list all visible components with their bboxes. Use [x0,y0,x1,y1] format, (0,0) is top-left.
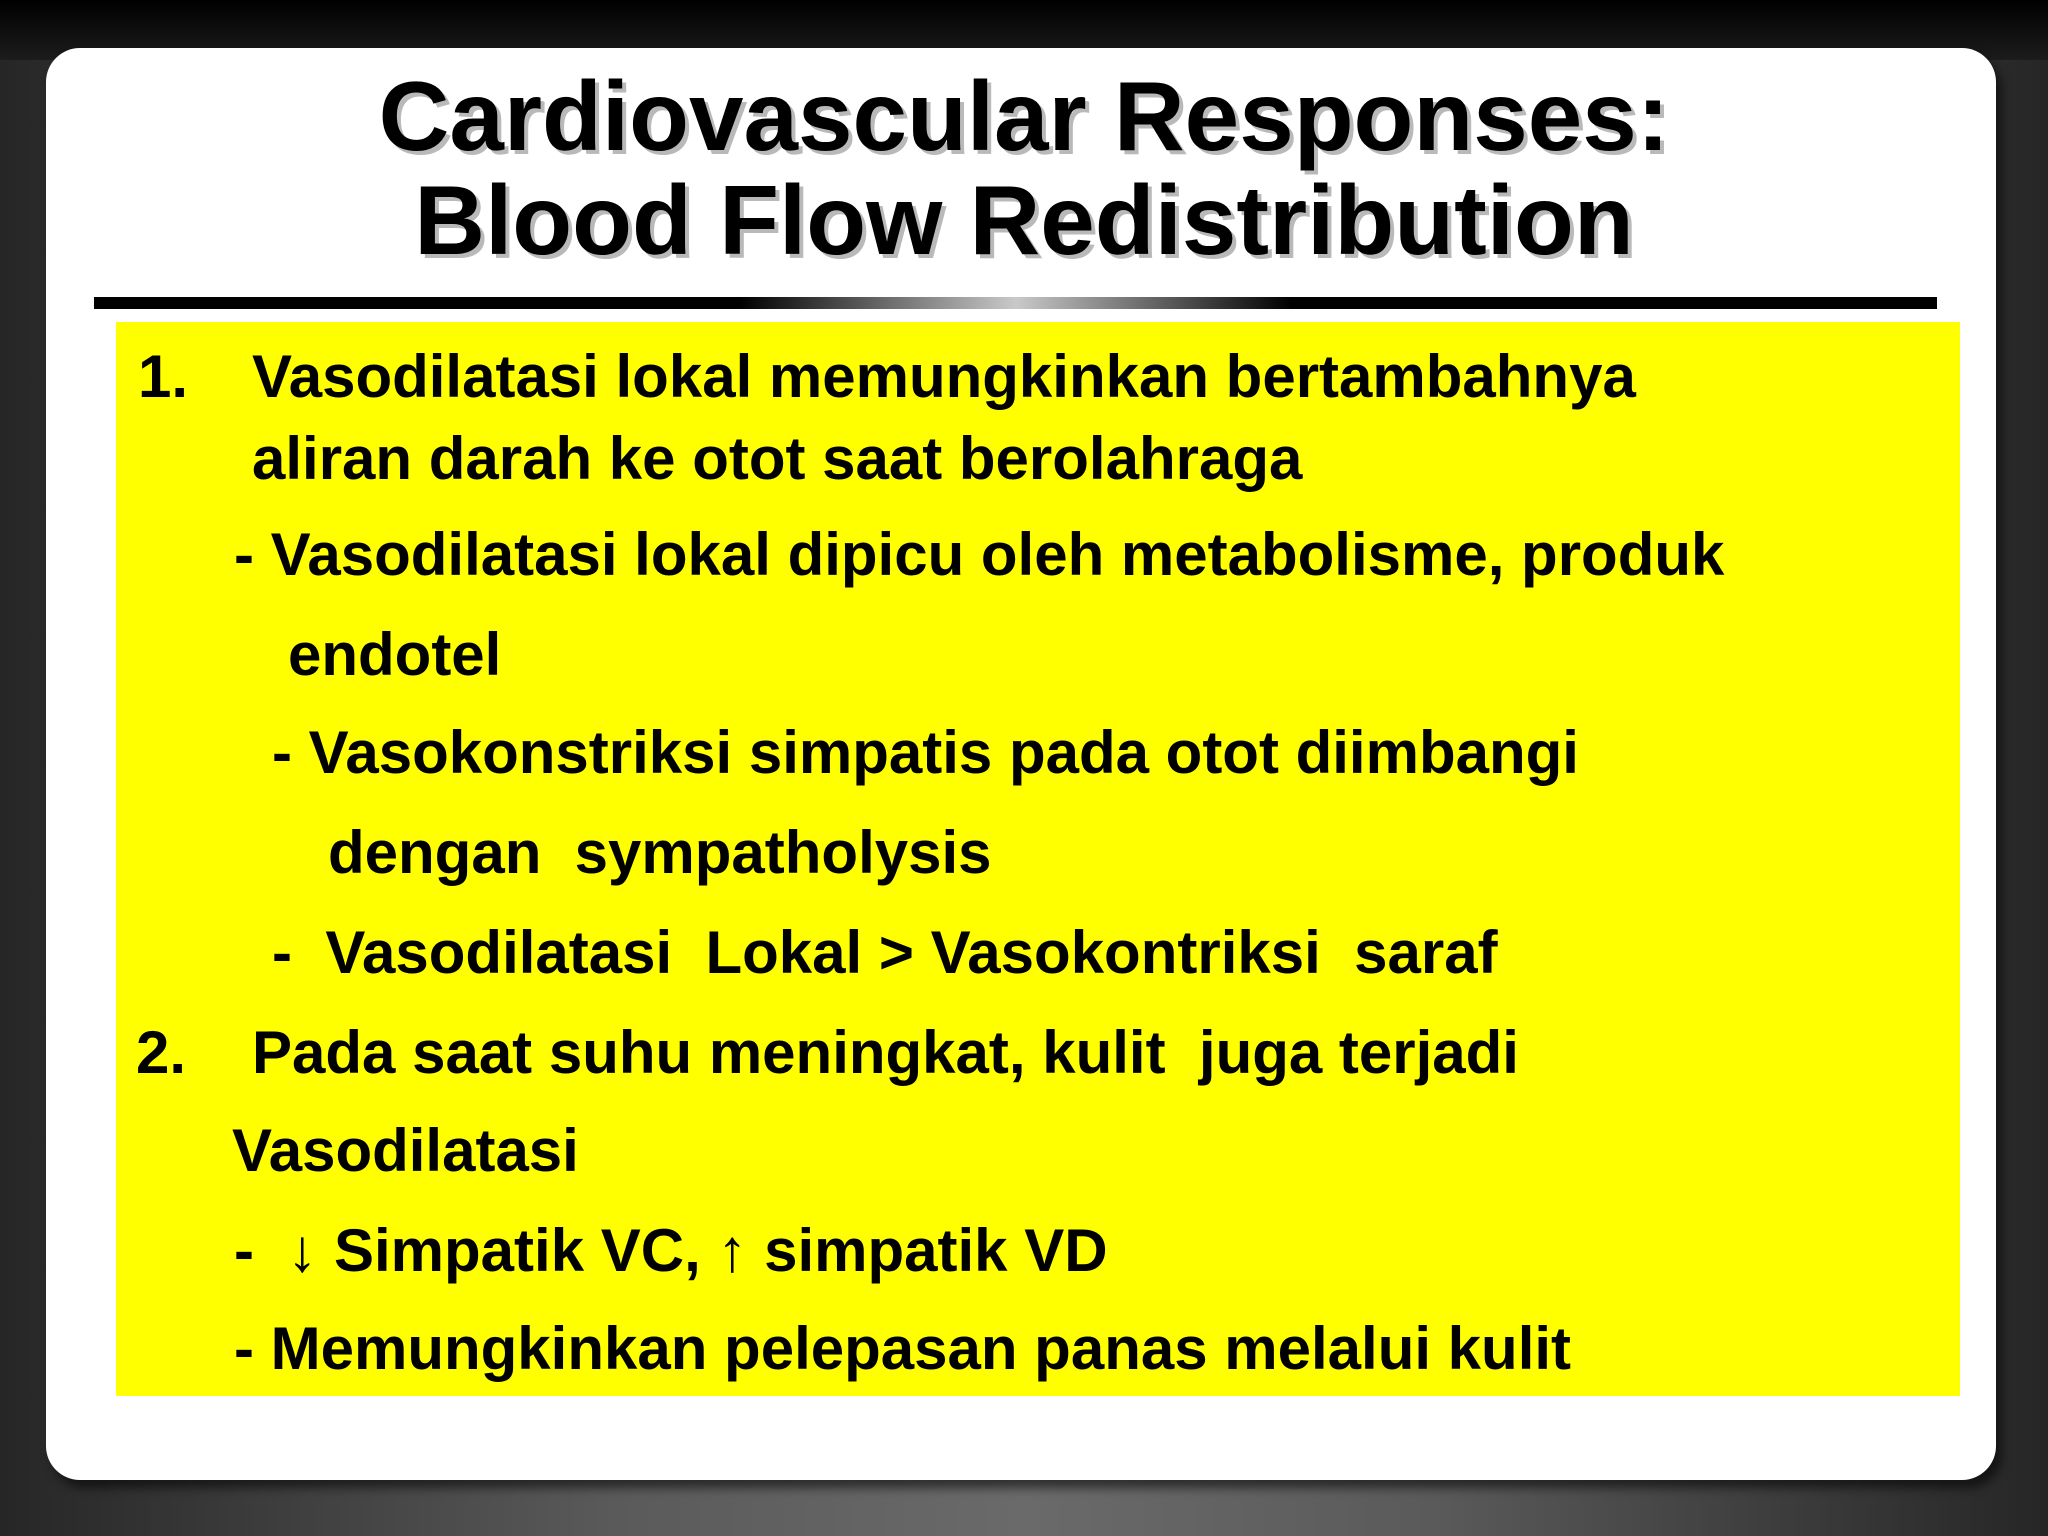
item-2-subpoint-2: - Memungkinkan pelepasan panas melalui kulit [234,1315,1572,1382]
item-1-subpoint-1-line-1: - Vasodilatasi lokal dipicu oleh metabolisme, produk [234,521,1725,588]
item-1-subpoint-3: - Vasodilatasi Lokal > Vasokontriksi saraf [272,919,1498,986]
item-1-subpoint-2-line-2: dengan sympatholysis [328,819,992,886]
item-1-subpoint-2-line-1: - Vasokonstriksi simpatis pada otot diimbangi [272,719,1579,786]
slide-title [0,61,2048,275]
item-2-subpoint-1: - ↓ Simpatik VC, ↑ simpatik VD [234,1217,1108,1284]
title-line-1: Cardiovascular Responses: [378,61,1670,171]
item-1-text-line-1: Vasodilatasi lokal memungkinkan bertambahnya [252,343,1636,410]
item-1-subpoint-1-line-2: endotel [288,621,502,688]
item-1-text-line-2: aliran darah ke otot saat berolahraga [252,425,1303,492]
title-divider [94,297,1937,309]
item-2-number: 2. [136,1019,187,1086]
title-line-2: Blood Flow Redistribution [414,165,1634,275]
item-1-number: 1. [138,343,189,410]
item-2-text-line-2: Vasodilatasi [232,1117,579,1184]
item-2-text-line-1: Pada saat suhu meningkat, kulit juga terjadi [252,1019,1519,1086]
